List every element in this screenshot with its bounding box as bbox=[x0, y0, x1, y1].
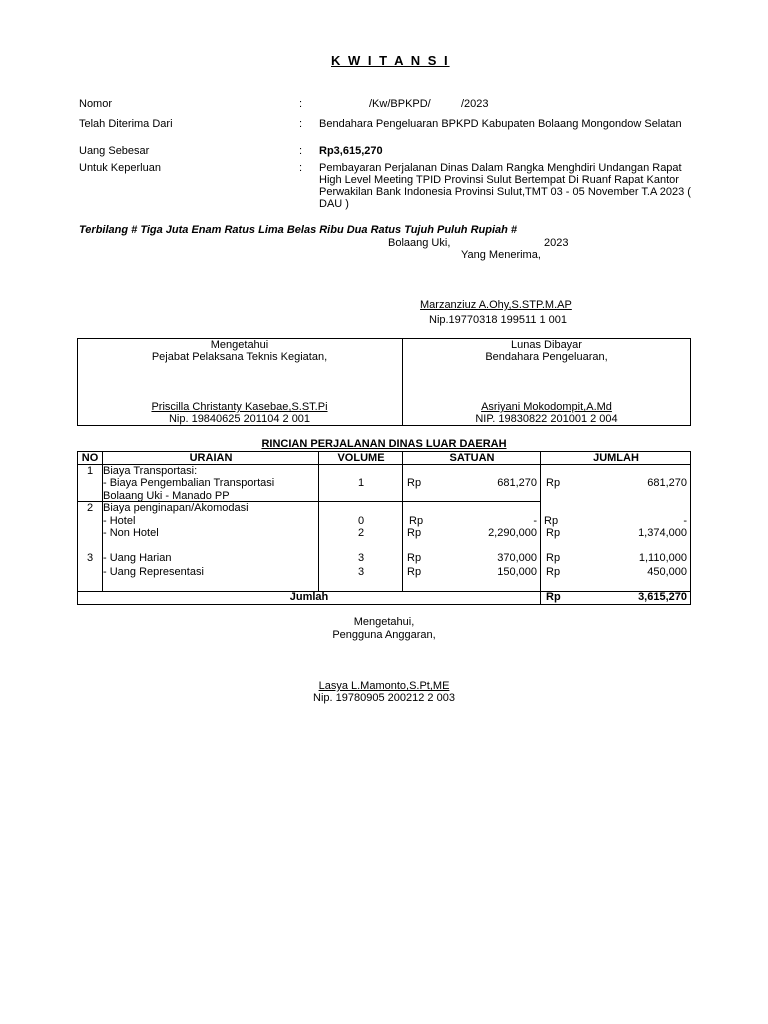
row-2b-jumlah: 1,374,000 bbox=[638, 527, 687, 539]
uang-sebesar-label: Uang Sebesar bbox=[79, 145, 150, 157]
left-sign-name: Priscilla Christanty Kasebae,S.ST.Pi bbox=[151, 401, 328, 413]
row-3b-uraian: - Uang Representasi bbox=[103, 566, 204, 578]
nomor-label: Nomor bbox=[79, 98, 113, 110]
right-sign-nip: NIP. 19830822 201001 2 004 bbox=[475, 413, 618, 425]
row-3b-jumlah: 450,000 bbox=[647, 566, 687, 578]
table-border-right bbox=[690, 451, 691, 605]
row-3a-satuan: 370,000 bbox=[497, 552, 537, 564]
row-3b-cur1: Rp bbox=[407, 566, 422, 578]
row-1a-jumlah: 681,270 bbox=[647, 477, 687, 489]
row-2b-cur2: Rp bbox=[546, 527, 561, 539]
right-sign-title: Lunas Dibayar bbox=[511, 339, 582, 351]
receiver-name: Marzanziuz A.Ohy,S.STP.M.AP bbox=[420, 299, 572, 311]
row-3a-jumlah: 1,110,000 bbox=[638, 552, 687, 564]
row-2a-satuan: - bbox=[533, 515, 537, 527]
approver-name: Lasya L.Mamonto,S.Pt,ME bbox=[318, 680, 450, 692]
row-1a-uraian: - Biaya Pengembalian Transportasi bbox=[103, 477, 275, 489]
header-jumlah: JUMLAH bbox=[593, 452, 639, 464]
approver-title: Mengetahui, bbox=[353, 616, 415, 628]
table-border-bottom bbox=[77, 604, 691, 605]
receiver-role: Yang Menerima, bbox=[461, 249, 541, 261]
keperluan-label: Untuk Keperluan bbox=[79, 162, 161, 174]
row-2b-satuan: 2,290,000 bbox=[488, 527, 537, 539]
uang-sebesar-separator: : bbox=[299, 145, 303, 157]
row-3b-cur2: Rp bbox=[546, 566, 561, 578]
row-3a-uraian: - Uang Harian bbox=[103, 552, 172, 564]
receiver-nip: Nip.19770318 199511 1 001 bbox=[429, 314, 568, 326]
approver-role: Pengguna Anggaran, bbox=[332, 629, 436, 641]
diterima-label: Telah Diterima Dari bbox=[79, 118, 173, 130]
header-satuan: SATUAN bbox=[449, 452, 495, 464]
row-2a-jumlah: - bbox=[683, 515, 687, 527]
header-no: NO bbox=[81, 452, 99, 464]
left-sign-role: Pejabat Pelaksana Teknis Kegiatan, bbox=[151, 351, 328, 363]
row-2a-cur1: Rp bbox=[409, 515, 424, 527]
row-2-uraian: Biaya penginapan/Akomodasi bbox=[103, 502, 249, 514]
left-sign-nip: Nip. 19840625 201104 2 001 bbox=[168, 413, 311, 425]
row-1a-cur1: Rp bbox=[407, 477, 422, 489]
row-3b-volume: 3 bbox=[357, 566, 365, 578]
row-1a-satuan: 681,270 bbox=[497, 477, 537, 489]
nomor-value-year: /2023 bbox=[461, 98, 489, 110]
row-1-no: 1 bbox=[86, 465, 94, 477]
diterima-separator: : bbox=[299, 118, 303, 130]
row-3a-cur2: Rp bbox=[546, 552, 561, 564]
row-3a-volume: 3 bbox=[357, 552, 365, 564]
terbilang-text: Terbilang # Tiga Juta Enam Ratus Lima Belas Ribu Dua Ratus Tujuh Puluh Rupiah # bbox=[79, 224, 518, 236]
row-2a-volume: 0 bbox=[357, 515, 365, 527]
row-2b-volume: 2 bbox=[357, 527, 365, 539]
approver-nip: Nip. 19780905 200212 2 003 bbox=[313, 692, 455, 704]
right-sign-role: Bendahara Pengeluaran, bbox=[485, 351, 608, 363]
row-3a-cur1: Rp bbox=[407, 552, 422, 564]
uang-sebesar-value: Rp3,615,270 bbox=[319, 145, 383, 157]
row-2-no: 2 bbox=[86, 502, 94, 514]
header-volume: VOLUME bbox=[337, 452, 385, 464]
total-label: Jumlah bbox=[289, 591, 329, 603]
rincian-title: RINCIAN PERJALANAN DINAS LUAR DAERAH bbox=[261, 438, 507, 450]
row-2b-uraian: - Non Hotel bbox=[103, 527, 159, 539]
nomor-value-prefix: /Kw/BPKPD/ bbox=[369, 98, 431, 110]
row-1b-uraian: Bolaang Uki - Manado PP bbox=[103, 490, 230, 502]
total-value: 3,615,270 bbox=[638, 591, 687, 603]
header-uraian: URAIAN bbox=[189, 452, 233, 464]
total-currency: Rp bbox=[546, 591, 561, 603]
place-text: Bolaang Uki, bbox=[388, 237, 451, 249]
row-2a-cur2: Rp bbox=[544, 515, 559, 527]
keperluan-separator: : bbox=[299, 162, 303, 174]
left-sign-title: Mengetahui bbox=[210, 339, 269, 351]
row-3-no: 3 bbox=[86, 552, 94, 564]
keperluan-value: Pembayaran Perjalanan Dinas Dalam Rangka Menghdiri Undangan Rapat High Level Meeting TPID Provinsi Sulut Bertempat Di Ruanf Rapat Kantor Perwakilan Bank Indonesia Provinsi Sulut,TMT 03 - 05 November T.A 2023 ( DAU ) bbox=[319, 162, 691, 210]
row-1-uraian: Biaya Transportasi: bbox=[103, 465, 198, 477]
diterima-value: Bendahara Pengeluaran BPKPD Kabupaten Bolaang Mongondow Selatan bbox=[319, 118, 682, 130]
row-1a-volume: 1 bbox=[357, 477, 365, 489]
nomor-separator: : bbox=[299, 98, 303, 110]
document-title: K W I T A N S I bbox=[331, 53, 450, 68]
row-2b-cur1: Rp bbox=[407, 527, 422, 539]
right-sign-name: Asriyani Mokodompit,A.Md bbox=[481, 401, 612, 413]
row-2a-uraian: - Hotel bbox=[103, 515, 136, 527]
row-1a-cur2: Rp bbox=[546, 477, 561, 489]
date-year: 2023 bbox=[544, 237, 569, 249]
row-3b-satuan: 150,000 bbox=[497, 566, 537, 578]
